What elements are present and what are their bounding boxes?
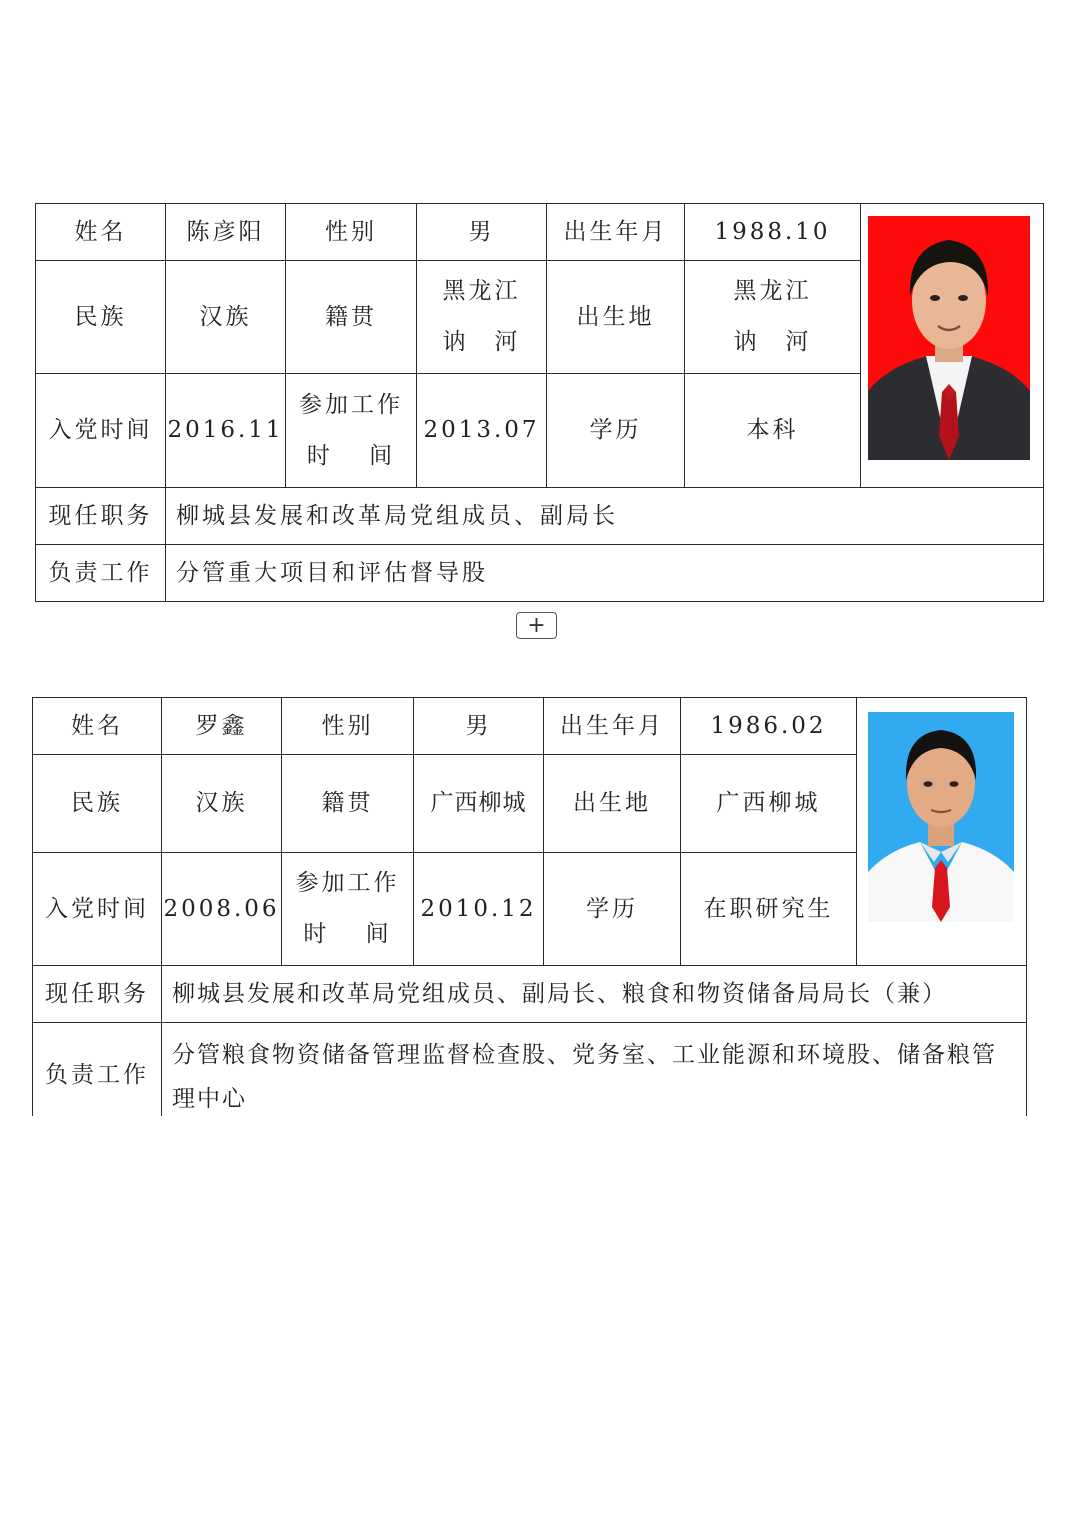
name-label: 姓名 <box>33 698 162 755</box>
profile-table-2 <box>32 697 1027 1129</box>
duty-value: 分管重大项目和评估督导股 <box>166 545 1044 602</box>
education-label: 学历 <box>547 374 685 488</box>
native-place-label: 籍贯 <box>286 261 417 374</box>
position-label: 现任职务 <box>36 488 166 545</box>
name-value: 罗鑫 <box>162 698 282 755</box>
work-start-value: 2010.12 <box>414 853 544 966</box>
name-label: 姓名 <box>36 204 166 261</box>
birthplace-value: 广西柳城 <box>681 755 857 853</box>
education-value: 本科 <box>685 374 861 488</box>
ethnicity-label: 民族 <box>33 755 162 853</box>
add-row-button[interactable] <box>516 612 557 639</box>
work-start-label: 参加工作 时 间 <box>286 374 417 488</box>
ethnicity-value: 汉族 <box>166 261 286 374</box>
birth-value: 1988.10 <box>685 204 861 261</box>
ethnicity-value: 汉族 <box>162 755 282 853</box>
photo-cell <box>861 204 1044 488</box>
birth-label: 出生年月 <box>544 698 681 755</box>
party-date-label: 入党时间 <box>33 853 162 966</box>
profile-table-1 <box>35 203 1044 602</box>
birthplace-label: 出生地 <box>544 755 681 853</box>
position-value: 柳城县发展和改革局党组成员、副局长、粮食和物资储备局局长（兼） <box>162 966 1027 1023</box>
education-label: 学历 <box>544 853 681 966</box>
party-date-value: 2016.11 <box>166 374 286 488</box>
birth-value: 1986.02 <box>681 698 857 755</box>
portrait-photo <box>868 216 1030 460</box>
gender-value: 男 <box>414 698 544 755</box>
party-date-value: 2008.06 <box>162 853 282 966</box>
portrait-photo <box>868 712 1014 922</box>
page-blank-area <box>0 1116 1074 1520</box>
native-place-label: 籍贯 <box>282 755 414 853</box>
native-place-value: 黑龙江 讷 河 <box>417 261 547 374</box>
work-start-label: 参加工作 时 间 <box>282 853 414 966</box>
photo-cell <box>857 698 1027 966</box>
work-start-value: 2013.07 <box>417 374 547 488</box>
gender-label: 性别 <box>286 204 417 261</box>
gender-value: 男 <box>417 204 547 261</box>
party-date-label: 入党时间 <box>36 374 166 488</box>
duty-value: 分管粮食物资储备管理监督检查股、党务室、工业能源和环境股、储备粮管理中心 <box>162 1023 1027 1129</box>
native-place-value: 广西柳城 <box>414 755 544 853</box>
duty-label: 负责工作 <box>33 1023 162 1129</box>
position-value: 柳城县发展和改革局党组成员、副局长 <box>166 488 1044 545</box>
gender-label: 性别 <box>282 698 414 755</box>
education-value: 在职研究生 <box>681 853 857 966</box>
duty-label: 负责工作 <box>36 545 166 602</box>
position-label: 现任职务 <box>33 966 162 1023</box>
birth-label: 出生年月 <box>547 204 685 261</box>
name-value: 陈彦阳 <box>166 204 286 261</box>
plus-icon: + <box>527 613 546 638</box>
birthplace-value: 黑龙江 讷 河 <box>685 261 861 374</box>
ethnicity-label: 民族 <box>36 261 166 374</box>
birthplace-label: 出生地 <box>547 261 685 374</box>
